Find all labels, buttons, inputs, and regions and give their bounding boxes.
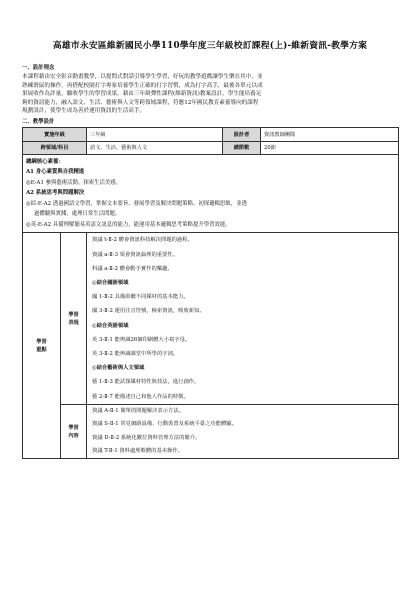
performance-domain-heading: ◎結合英語領域 bbox=[92, 322, 129, 329]
performance-item: 藝 1-Ⅱ-3 能試探媒材特性與技法，進行創作。 bbox=[92, 379, 200, 386]
performance-item: 英 3-Ⅱ-1 能辨識26個印刷體大小寫字母。 bbox=[92, 336, 191, 343]
core-competencies-cell bbox=[23, 154, 399, 233]
teaching-design-table bbox=[22, 127, 399, 459]
learning-focus-label bbox=[23, 233, 61, 459]
hours-label: 總節數 bbox=[223, 141, 261, 154]
grade-label: 實施年級 bbox=[23, 127, 87, 141]
domain-value: 語文、生活、藝術與人文 bbox=[87, 141, 223, 154]
domain-label: 跨領域/科目 bbox=[23, 141, 87, 154]
performance-domain-heading: ◎結合國語領域 bbox=[92, 280, 129, 287]
design-concept-paragraph bbox=[22, 73, 398, 116]
section-heading-design-concept: 一、設計理念 bbox=[22, 65, 55, 71]
performance-item: 國 3-Ⅱ-2 運用注音符號，檢索資訊，吸收新知。 bbox=[92, 308, 205, 315]
performance-item: 國 1-Ⅱ-2 具備聆聽不同媒材的基本能力。 bbox=[92, 294, 189, 301]
performance-item: 藝 2-Ⅱ-7 能描述自己和他人作品的特徵。 bbox=[92, 393, 189, 400]
design-concept-line: 規劃設計，使學生成為善於運用資訊的生活高手。 bbox=[22, 108, 146, 115]
designer-label: 設計者 bbox=[223, 127, 261, 141]
content-item: 資議 D-Ⅱ-2 系統化數位資料管理方法的簡介。 bbox=[92, 434, 201, 441]
core-a1-item: ◎E-A1 參與藝術活動，探索生活美感。 bbox=[26, 179, 122, 186]
document-title: 高雄市永安區維新國民小學110學年度三年級校訂課程(上)-維新資訊-教學方案 bbox=[52, 41, 368, 51]
content-item: 資議 S-Ⅱ-1 常見網路設備、行動裝置及系統平臺之功能體驗。 bbox=[92, 421, 237, 428]
learning-content-label bbox=[61, 404, 87, 459]
performance-domain-heading: ◎結合藝術與人文領域 bbox=[92, 365, 145, 372]
content-item: 資議 T-Ⅱ-1 資料處理軟體的基本操作。 bbox=[92, 447, 183, 454]
learning-focus-text: 學習 重點 bbox=[36, 338, 47, 353]
learning-performance-text: 學習 表現 bbox=[68, 311, 79, 326]
design-concept-line: 熟練滑鼠的操作，再搭配校園打字專家培養學生正確的打字習慣，成為打字高手，最後各單元以成 bbox=[22, 82, 263, 89]
performance-item: 資議 a-Ⅱ-3 領會資訊倫理的重要性。 bbox=[92, 251, 178, 258]
core-a2-item1: ◎綜-E-A2 透過國語文學習，掌握文本要旨、發展學習及解決問題策略、初探邏輯思維，並透 bbox=[26, 200, 247, 207]
core-a2-title: A2 系統思考與問題解決 bbox=[26, 190, 85, 197]
core-a2-item1-continued: 過體驗與實踐，處理日常生活問題。 bbox=[34, 211, 121, 218]
learning-performance-label bbox=[61, 233, 87, 404]
design-concept-line: 果展收作為評量，驗收學生的學習成果。藉由三年級彈性課程(維新資訊)教案設計，學生能培養足 bbox=[22, 91, 262, 98]
designer-value: 資訊教師團隊 bbox=[261, 127, 399, 141]
design-concept-line: 本課程藉由宏全影音動畫教學，以提問式對話引導學生學習，好玩的教學遊戲讓學生樂在其中，並 bbox=[22, 74, 263, 80]
hours-value: 20節 bbox=[261, 141, 399, 154]
design-concept-line: 夠的資訊能力，融入語文、生活、藝術與人文等跨領域課程，符應12年國民教育素養導向的課程 bbox=[22, 99, 259, 106]
core-heading: 總綱核心素養： bbox=[26, 158, 64, 165]
core-a2-item2: ◎英-E-A2 具備理解簡易英語文訊息的能力，能運用基本邏輯思考策略提升學習效能。 bbox=[26, 221, 231, 228]
learning-content-list bbox=[87, 404, 399, 459]
learning-content-text: 學習 內容 bbox=[68, 424, 79, 439]
section-heading-teaching-design: 二、教學設計 bbox=[22, 118, 55, 125]
performance-item: 科議 a-Ⅱ-2 體會動手實作的樂趣。 bbox=[92, 265, 173, 272]
performance-item: 資議 t-Ⅱ-2 體會資訊科技解決問題的過程。 bbox=[92, 237, 193, 244]
learning-performance-list bbox=[87, 233, 399, 404]
performance-item: 英 3-Ⅱ-2 能辨識課堂中所學的字詞。 bbox=[92, 350, 179, 357]
grade-value: 三年級 bbox=[87, 127, 223, 141]
content-item: 資議 A-Ⅱ-1 簡單的問題解決表示方法。 bbox=[92, 407, 184, 414]
core-a1-title: A1 身心素質與自我精進 bbox=[26, 169, 85, 176]
